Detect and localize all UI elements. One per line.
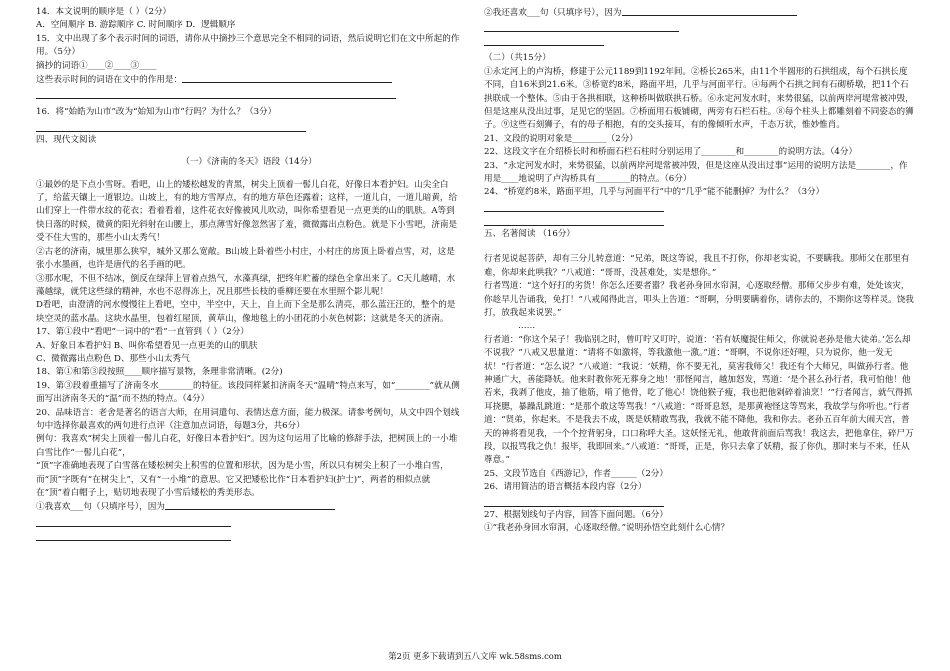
q27: 27、根据划线句子内容，回答下面问题。（6分） [484, 509, 668, 520]
q26: 26、请用简洁的语言概括本段内容（2分） [484, 482, 647, 493]
answer-line[interactable] [484, 495, 664, 507]
q24: 24、“桥宽约8米，路面平坦，几乎与河面平行”中的“几乎”能不能删掉？为什么？（3分） [484, 187, 825, 198]
answer-line[interactable] [36, 529, 231, 541]
answer-line[interactable] [484, 214, 664, 226]
q14: 14．本文说明的顺序是（ ）（2分） [36, 7, 172, 17]
answer-blank[interactable] [182, 73, 392, 83]
q15-function-label: 这些表示时间的词语在文中的作用是： [36, 75, 183, 86]
answer-line[interactable] [484, 200, 664, 212]
q15-words: 摘抄的词语①____②____③____ [36, 60, 157, 71]
q20-answer-1 [36, 500, 462, 514]
page-footer: 第2页 更多下载请到五八文库 wk.58sms.com [388, 651, 562, 661]
answer-line[interactable] [484, 34, 604, 46]
answer-blank[interactable] [622, 6, 797, 16]
q21: 21、文段的说明对象是________（2分） [484, 133, 638, 144]
q15-function [36, 73, 462, 87]
q23: 23、“永定河发水时，来势很猛，以前两岸河堤常被冲毁，但是这座从没出过事”运用的说明方法是________，作用是____地说明了卢沟桥具有________的特点。（6分） [484, 160, 908, 185]
section-5-heading: 五、名著阅读 （16分） [484, 228, 576, 239]
q18: 18、第①和第③段按照____顺序描写景物，条理非常清晰。(2分) [36, 367, 283, 378]
q20: 20、品味语言：老舍是著名的语言大师，在用词遣句、表情达意方面，能力极深。请参考例句，从文中四个划线句中选择你最喜欢的两句进行点评（注意加点词语，每题3分，共6分） [36, 407, 460, 431]
q17-options-ab: A、好象日本看护妇 B、叫你希望看见一点更美的山的肌肤 [36, 340, 258, 351]
q15: 15．文中出现了多个表示时间的词语，请你从中摘抄三个意思完全不相同的词语，然后说明它们在文中所起的作用。（5分） [36, 33, 460, 58]
passage-paragraph-1: ①最妙的是下点小雪呀。看吧，山上的矮松越发的青黑，树尖上顶着一髻儿白花，好像日本看护妇。山尖全白了，给蓝天镶上一道银边。山坡上，有的地方雪厚点，有的地方草色还露着；这样，一道儿白，一道儿暗黄，给山们穿上一件带水纹的花衣；看着看着，这件花衣好像被风儿吹动，叫你希望看见一点更美的山的肌肤。A等到快日落的时候，微黄的阳光斜射在山腰上，那点薄雪好像忽然害了羞，微微露出点粉色。就是下小雪吧，济南是受不住大雪的，那些小山太秀气！ [36, 179, 458, 244]
subsection-1-heading: （一）《济南的冬天》语段（14分） [181, 157, 317, 168]
q22: 22、这段文字在介绍桥长时和桥面石栏石柱时分别运用了________和________的说明方法。（4分） [484, 147, 858, 158]
q20-answer-2 [484, 6, 914, 20]
answer-blank[interactable] [165, 500, 335, 510]
q16: 16．将“始皓为山市”改为“始知为山市”行吗？为什么？（3分） [36, 107, 277, 118]
q20-example-1: 例句：我喜欢“树尖上顶着一髻儿白花，好像日本看护妇”。因为这句运用了比喻的修辞手法，把树顶上的一小堆白雪比作“一髻儿白花”， [36, 434, 458, 458]
right-column [484, 6, 914, 535]
q17-options-cd: C、微微露出点粉色 D、那些小山太秀气 [36, 353, 190, 364]
answer-line[interactable] [36, 120, 306, 132]
q20-answer-2-label: ②我还喜欢___句（只填序号），因为 [484, 8, 622, 18]
novel-excerpt-2: 行者骂道：“这个好打的劣货！你怎么还要者嚣？我老孙身回水帘洞，心逐取经僧。那师父步步有难，处处该灾，你趁早儿告诵我，免打！”八戒闻得此言，叩头上告道：“哥啊，分明要瞒着你，请你去的，不期你这等样灵。饶我打，放我起来说罢。” [484, 281, 914, 318]
answer-line[interactable] [484, 20, 679, 32]
bridge-passage: ①永定河上的卢沟桥，修建于公元1189到1192年间。②桥长265米，由11个半圆形的石拱组成，每个石拱长度不同，自16米到21.6米。③桥宽约8米，路面平坦，几乎与河面平行。④每两个石拱之间有石砌桥墩，把11个石拱联成一个整体。⑤由于各拱相联，这种桥叫做联拱石桥。⑥永定河发水时，来势很猛，以前两岸河堤常被冲毁，但是这座从没出过事，足见它的坚固。⑦桥面用石板铺砌，两旁有石栏石柱。⑧每个柱头上都雕刻着不同姿态的狮子。⑨这些石刻狮子，有的母子相抱，有的交头接耳，有的像倾听水声，千态万状，惟妙惟肖。 [484, 66, 914, 131]
q25: 25、文段节选自《西游记》，作者______（2分） [484, 468, 668, 479]
passage-paragraph-3: ③那水呢，不但不结冰，倒反在绿萍上冒着点热气，水藻真绿，把终年贮蓄的绿色全拿出来了。C天儿越晴，水藻越绿，就凭这些绿的精神，水也不忍得冻上，况且那些长枝的垂柳还要在水里照个影儿呢！ [36, 273, 456, 297]
passage-paragraph-4: D看吧，由澄清的河水慢慢往上看吧，空中，半空中，天上，自上而下全是那么清亮，那么蓝汪汪的，整个的是块空灵的蓝水晶。这块水晶里，包着红屋顶，黄草山，像地毯上的小团花的小灰色树影；这就是冬天的济南。 [36, 300, 456, 324]
q20-example-2: “顶”字准确地表现了白雪落在矮松树尖上积雪的位置和形状，因为是小雪，所以只有树尖上积了一小堆白雪，而“顶”字既有“在树尖上”，又有“一小堆”的意思。它又把矮松比作“日本看护妇(护士)”，两者的相似点就在“顶”着白帽子上，贴切地表现了小雪后矮松的秀美形态。 [36, 461, 449, 498]
answer-line[interactable] [36, 515, 231, 527]
section-4-heading: 四、现代文阅读 [36, 134, 97, 145]
q17: 17、第①段中“看吧”一词中的“看”一直管到（ ）（2分） [36, 327, 249, 338]
subsection-2-heading: （二）（共15分） [484, 53, 551, 64]
left-column [36, 6, 462, 543]
passage-paragraph-2: ②古老的济南，城里那么狭窄，城外又那么宽敞。B山坡上卧着些小村庄，小村庄的房顶上卧着点雪，对，这是张小水墨画，也许是唐代的名手画的吧。 [36, 246, 455, 271]
q27-sub-1: ①“我老孙身回水帘洞，心逐取经僧。”说明孙悟空此刻什么心情？ [484, 523, 730, 533]
novel-excerpt-1: 行者见说起菩萨，却有三分儿转意道：“兄弟，既这等说，我且不打你，你却老实说，不要瞒我。那师父在那里有难，你却来此哄我？”八戒道：“哥哥，没甚难处，实是想你。” [484, 254, 910, 278]
novel-excerpt-3: 行者道：“你这个呆子！我临别之时，曾叮咛又叮咛，说道：‘若有妖魔捉住师父，你就说老孙是他大徒弟。’怎么却不说我？”八戒又思量道：“请将不如激将，等我激他一激。”道：“哥啊，不说你还好哩，只为说你，他一发无状！”行者道：“怎么说？”八戒道：“我说：‘妖精，你不要无礼，莫害我师父！我还有个大师兄，叫做孙行者。他神通广大，善能降妖。他来时教你死无葬身之地！’那怪闻言，越加怒发，骂道：‘是个甚么孙行者，我可怕他！他若来，我剥了他皮，抽了他筋，啃了他骨，吃了他心！饶他猴子瘦，我也把他剁碎着油烹！’”行者闻言，就气得抓耳挠腮，暴躁乱跳道：“是那个敢这等骂我！”八戒道：“哥哥息怒，是那黄袍怪这等骂来，我故学与你听也。”行者道：“贤弟，你起来。不是我去不成，既是妖精敢骂我，我就不能不降他，我和你去。老孙五百年前大闹天宫，普天的神将看见我，一个个控背躬身，口口称呼大圣。这妖怪无礼，他敢背前面后骂我！我这去，把他拿住，碎尸万段，以报骂我之仇！报毕，我即回来。”八戒道：“哥哥，正是，你只去拿了妖精，报了你仇，那时来与不来，任从尊意。” [484, 334, 914, 466]
ellipsis: …… [518, 321, 536, 332]
q20-answer-1-label: ①我喜欢___句（只填序号），因为 [36, 502, 165, 513]
q14-options: A．空间顺序 B. 游踪顺序 C. 时间顺序 D．逻辑顺序 [36, 20, 236, 31]
q19: 19、第③段着重描写了济南冬水________的特征。该段同样紧扣济南冬天“温晴”特点来写，如“________”就从侧面写出济南冬天的“温”而不热的特点。（4分） [36, 380, 460, 405]
answer-line[interactable] [36, 87, 396, 99]
